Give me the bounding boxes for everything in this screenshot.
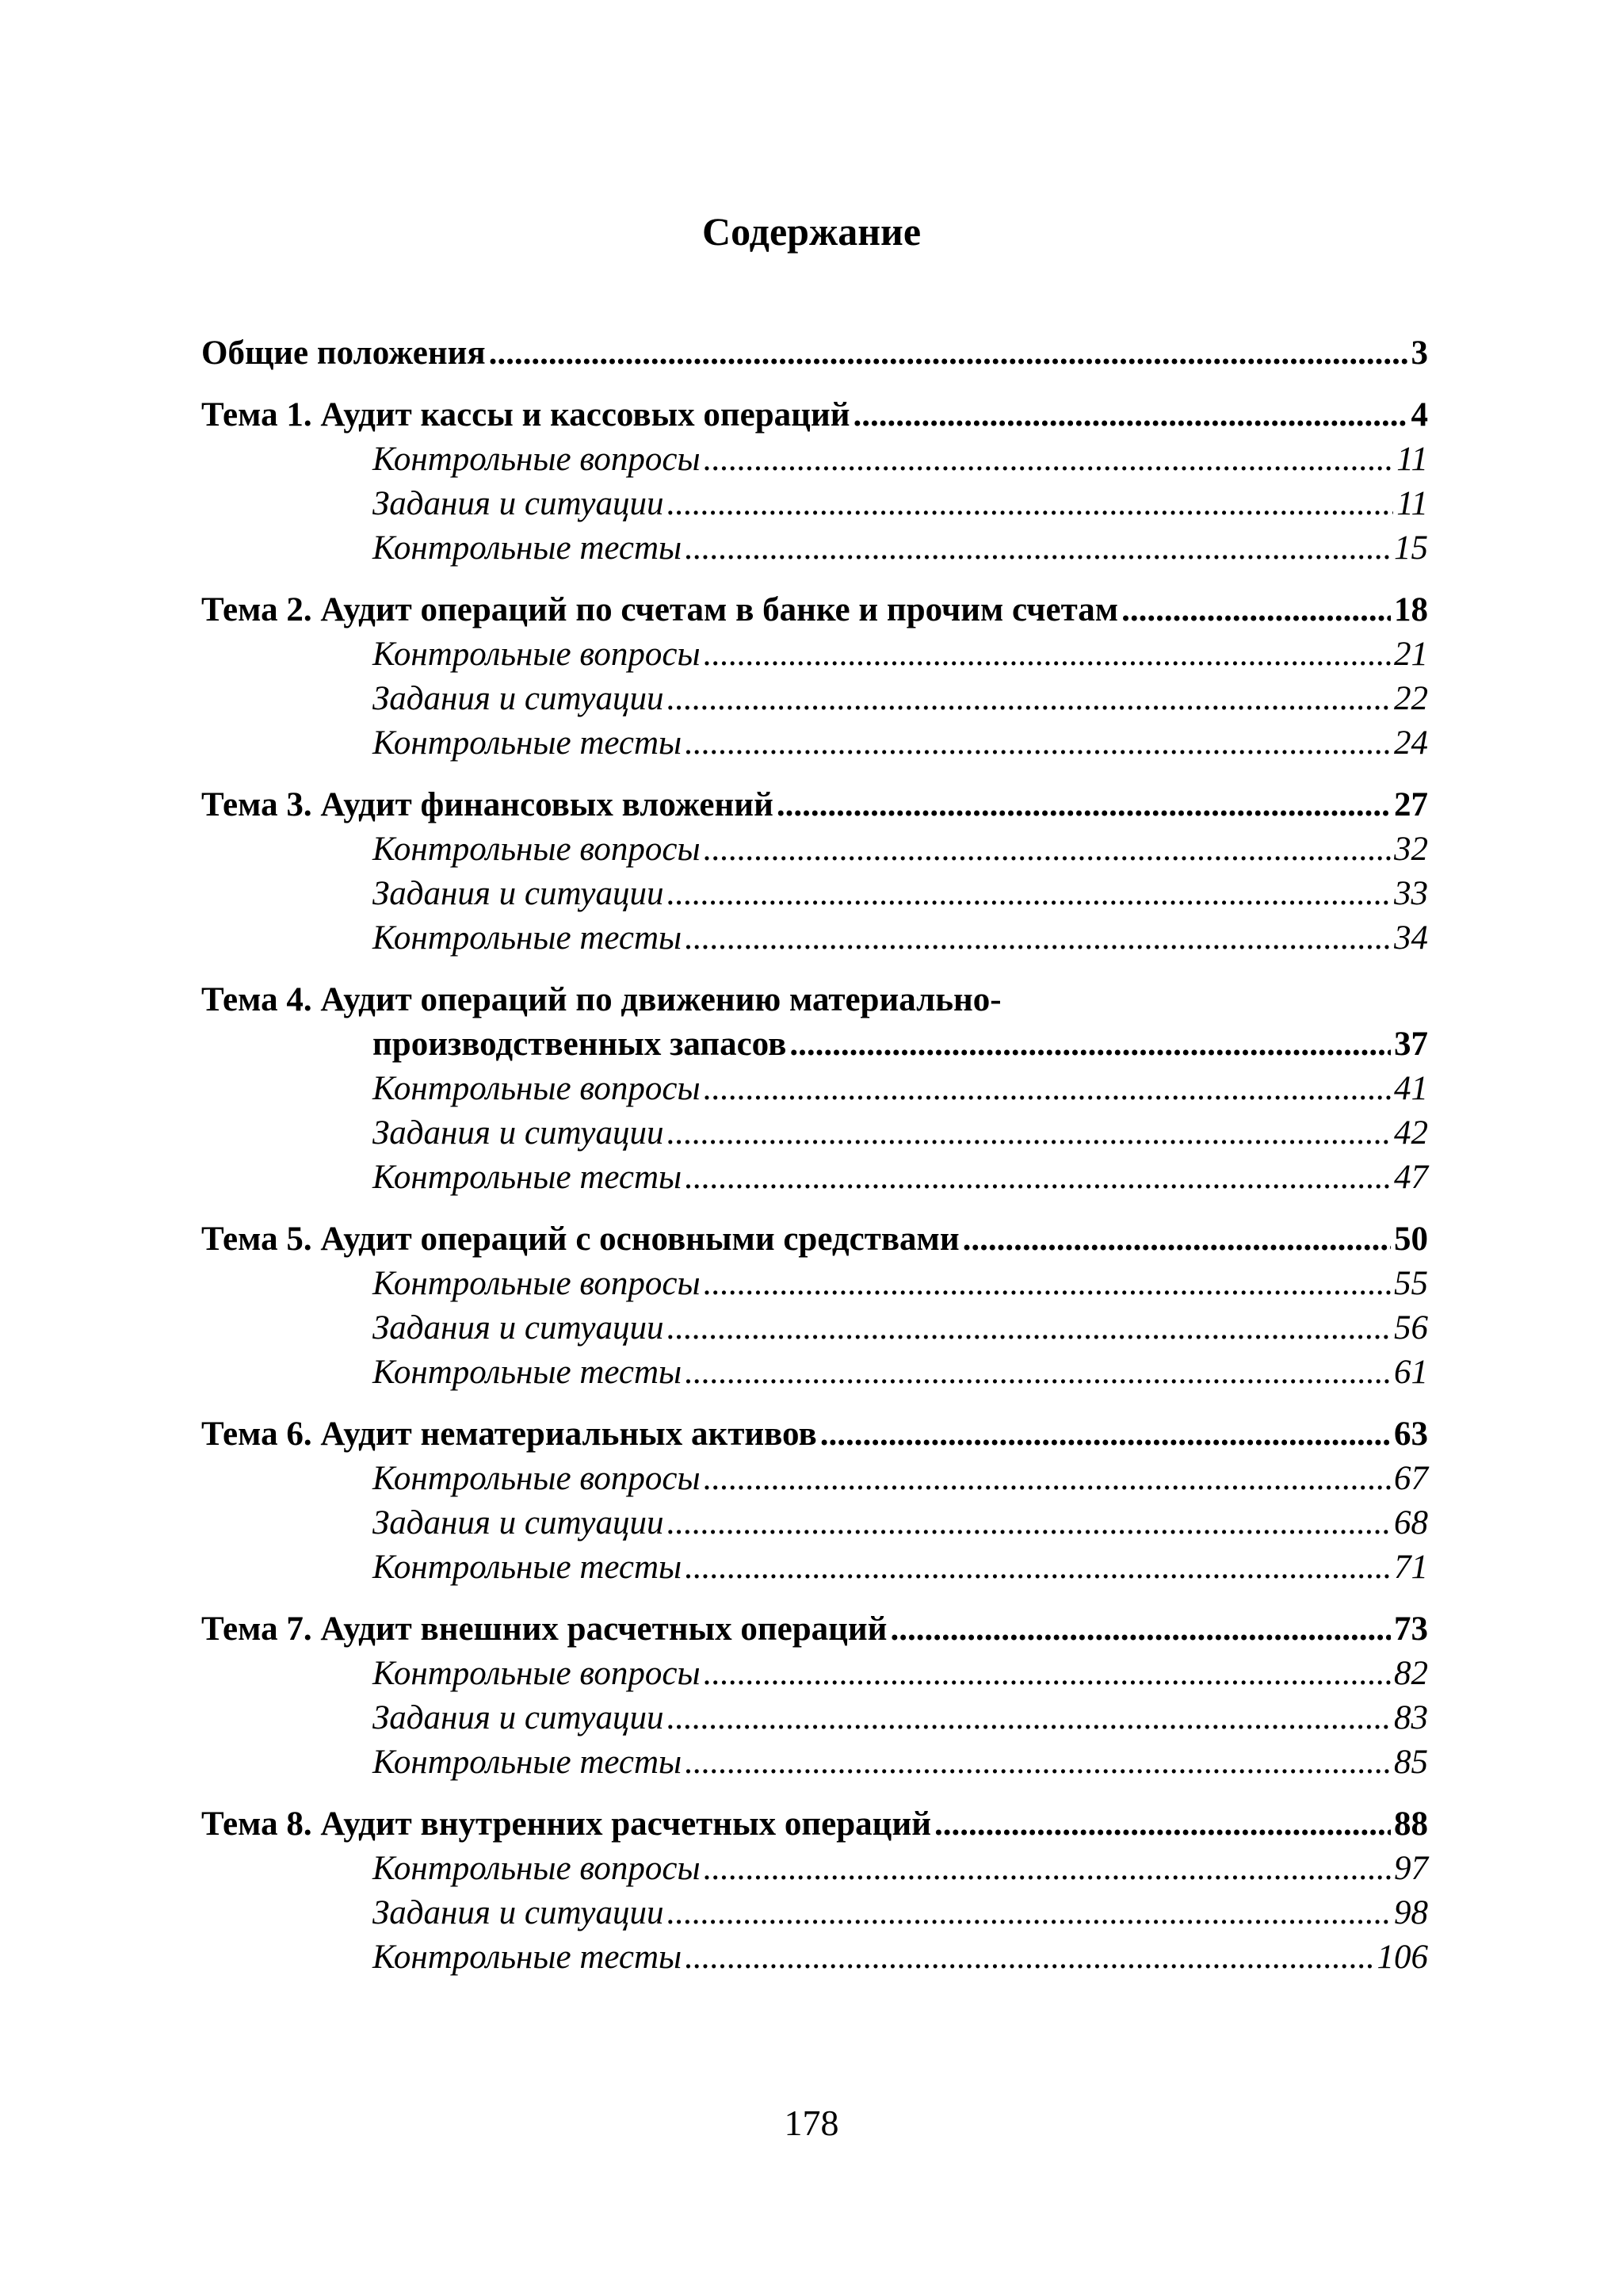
toc-subentry-title: Задания и ситуации bbox=[372, 1894, 664, 1931]
toc-section-topic-6 bbox=[201, 1412, 1428, 1590]
toc-entry-page: 37 bbox=[1394, 1026, 1428, 1063]
toc-subentry[interactable] bbox=[201, 1501, 1428, 1545]
toc-subentry-page: 61 bbox=[1394, 1354, 1428, 1391]
toc-subentry-page: 11 bbox=[1396, 485, 1428, 522]
toc-subentry-page: 55 bbox=[1394, 1265, 1428, 1302]
toc-subentry-page: 71 bbox=[1394, 1549, 1428, 1586]
dot-leader bbox=[685, 916, 1391, 961]
toc-subentry-title: Контрольные вопросы bbox=[372, 1070, 701, 1107]
toc-subentry[interactable] bbox=[201, 1156, 1428, 1200]
toc-entry-topic-line-2[interactable] bbox=[201, 1022, 1428, 1067]
toc-subentry-page: 83 bbox=[1394, 1699, 1428, 1736]
toc-subentry-title: Контрольные тесты bbox=[372, 919, 682, 957]
toc-section-topic-2 bbox=[201, 588, 1428, 766]
toc-entry-title: Тема 7. Аудит внешних расчетных операций bbox=[201, 1610, 888, 1648]
toc-subentry-page: 22 bbox=[1394, 680, 1428, 717]
dot-leader bbox=[820, 1412, 1391, 1457]
dot-leader bbox=[667, 677, 1391, 721]
toc-subentry-page: 82 bbox=[1394, 1655, 1428, 1692]
toc-subentry[interactable] bbox=[201, 1696, 1428, 1740]
toc-subentry-title: Задания и ситуации bbox=[372, 485, 664, 522]
toc-subentry[interactable] bbox=[201, 872, 1428, 916]
toc-subentry[interactable] bbox=[201, 1847, 1428, 1891]
toc-section-topic-1 bbox=[201, 393, 1428, 571]
toc-subentry-page: 68 bbox=[1394, 1504, 1428, 1541]
toc-subentry-title: Контрольные вопросы bbox=[372, 1850, 701, 1887]
toc-subentry[interactable] bbox=[201, 632, 1428, 677]
toc-subentry[interactable] bbox=[201, 1652, 1428, 1696]
dot-leader bbox=[704, 632, 1391, 677]
dot-leader bbox=[667, 1696, 1391, 1740]
toc-subentry-page: 41 bbox=[1394, 1070, 1428, 1107]
toc-entry-topic[interactable] bbox=[201, 1412, 1428, 1457]
toc-entry-page: 3 bbox=[1411, 334, 1428, 372]
toc-subentry-title: Контрольные вопросы bbox=[372, 1460, 701, 1497]
toc-subentry-title: Задания и ситуации bbox=[372, 680, 664, 717]
toc-subentry-page: 98 bbox=[1394, 1894, 1428, 1931]
toc-subentry-title: Контрольные вопросы bbox=[372, 636, 701, 673]
toc-subentry-title: Задания и ситуации bbox=[372, 1309, 664, 1347]
toc-entry-topic-line-1[interactable] bbox=[201, 978, 1428, 1022]
toc-entry-topic[interactable] bbox=[201, 1607, 1428, 1652]
toc-entry-topic[interactable] bbox=[201, 1217, 1428, 1262]
toc-subentry[interactable] bbox=[201, 1457, 1428, 1501]
toc-entry-title: Тема 8. Аудит внутренних расчетных операций bbox=[201, 1805, 931, 1843]
toc-subentry-page: 56 bbox=[1394, 1309, 1428, 1347]
toc-subentry[interactable] bbox=[201, 526, 1428, 571]
toc-subentry-title: Контрольные тесты bbox=[372, 1354, 682, 1391]
toc-entry-page: 88 bbox=[1394, 1805, 1428, 1843]
toc-subentry-title: Контрольные тесты bbox=[372, 1939, 682, 1976]
page-number: 178 bbox=[784, 2103, 839, 2143]
toc-subentry-title: Контрольные тесты bbox=[372, 1549, 682, 1586]
dot-leader bbox=[685, 721, 1391, 766]
table-of-contents bbox=[201, 331, 1428, 1997]
toc-subentry-page: 67 bbox=[1394, 1460, 1428, 1497]
dot-leader bbox=[667, 482, 1394, 526]
dot-leader bbox=[685, 1740, 1391, 1785]
toc-entry-title: Тема 3. Аудит финансовых вложений bbox=[201, 786, 773, 823]
toc-entry-title: Общие положения bbox=[201, 334, 486, 372]
toc-subentry-title: Контрольные тесты bbox=[372, 724, 682, 762]
toc-subentry-title: Контрольные тесты bbox=[372, 529, 682, 567]
toc-subentry-title: Контрольные вопросы bbox=[372, 441, 701, 478]
dot-leader bbox=[934, 1802, 1391, 1847]
toc-section-topic-7 bbox=[201, 1607, 1428, 1785]
toc-subentry[interactable] bbox=[201, 482, 1428, 526]
toc-entry-topic[interactable] bbox=[201, 783, 1428, 827]
toc-subentry-page: 21 bbox=[1394, 636, 1428, 673]
toc-section-intro bbox=[201, 331, 1428, 376]
toc-entry-topic[interactable] bbox=[201, 588, 1428, 632]
toc-subentry-title: Задания и ситуации bbox=[372, 1699, 664, 1736]
toc-subentry-page: 47 bbox=[1394, 1159, 1428, 1196]
dot-leader bbox=[685, 1350, 1391, 1395]
toc-subentry[interactable] bbox=[201, 1740, 1428, 1785]
toc-subentry-page: 11 bbox=[1396, 441, 1428, 478]
toc-subentry-page: 15 bbox=[1394, 529, 1428, 567]
toc-subentry-page: 106 bbox=[1377, 1939, 1428, 1976]
toc-subentry[interactable] bbox=[201, 827, 1428, 872]
toc-subentry[interactable] bbox=[201, 1111, 1428, 1156]
toc-entry-page: 50 bbox=[1394, 1221, 1428, 1258]
toc-subentry[interactable] bbox=[201, 1935, 1428, 1980]
dot-leader bbox=[704, 1262, 1391, 1306]
toc-subentry-page: 42 bbox=[1394, 1114, 1428, 1152]
toc-subentry[interactable] bbox=[201, 437, 1428, 482]
dot-leader bbox=[667, 1891, 1391, 1935]
dot-leader bbox=[777, 783, 1391, 827]
toc-entry-intro[interactable] bbox=[201, 331, 1428, 376]
toc-subentry[interactable] bbox=[201, 1306, 1428, 1350]
dot-leader bbox=[1121, 588, 1391, 632]
toc-entry-title: Тема 2. Аудит операций по счетам в банке и прочим счетам bbox=[201, 591, 1119, 628]
toc-subentry-page: 32 bbox=[1394, 831, 1428, 868]
toc-subentry[interactable] bbox=[201, 1891, 1428, 1935]
toc-subentry-title: Контрольные тесты bbox=[372, 1159, 682, 1196]
dot-leader bbox=[667, 872, 1391, 916]
toc-entry-title: Тема 1. Аудит кассы и кассовых операций bbox=[201, 396, 850, 434]
toc-entry-topic[interactable] bbox=[201, 393, 1428, 437]
toc-subentry-page: 24 bbox=[1394, 724, 1428, 762]
toc-subentry[interactable] bbox=[201, 1350, 1428, 1395]
toc-subentry[interactable] bbox=[201, 1067, 1428, 1111]
toc-subentry[interactable] bbox=[201, 1545, 1428, 1590]
dot-leader bbox=[704, 1067, 1391, 1111]
dot-leader bbox=[489, 331, 1408, 376]
toc-entry-title: Тема 5. Аудит операций с основными средствами bbox=[201, 1221, 960, 1258]
toc-subentry[interactable] bbox=[201, 677, 1428, 721]
toc-subentry-page: 97 bbox=[1394, 1850, 1428, 1887]
toc-entry-topic[interactable] bbox=[201, 1802, 1428, 1847]
toc-subentry[interactable] bbox=[201, 721, 1428, 766]
toc-subentry[interactable] bbox=[201, 916, 1428, 961]
toc-subentry-title: Задания и ситуации bbox=[372, 875, 664, 912]
dot-leader bbox=[685, 526, 1391, 571]
toc-subentry-title: Задания и ситуации bbox=[372, 1114, 664, 1152]
toc-subentry[interactable] bbox=[201, 1262, 1428, 1306]
toc-entry-title-continuation: производственных запасов bbox=[372, 1026, 787, 1063]
toc-entry-page: 18 bbox=[1394, 591, 1428, 628]
toc-entry-title: Тема 4. Аудит операций по движению материально- bbox=[201, 981, 1002, 1018]
toc-section-topic-4 bbox=[201, 978, 1428, 1200]
toc-section-topic-8 bbox=[201, 1802, 1428, 1980]
dot-leader bbox=[685, 1545, 1391, 1590]
dot-leader bbox=[667, 1306, 1391, 1350]
dot-leader bbox=[667, 1501, 1391, 1545]
toc-subentry-title: Контрольные вопросы bbox=[372, 1655, 701, 1692]
dot-leader bbox=[667, 1111, 1391, 1156]
toc-subentry-title: Задания и ситуации bbox=[372, 1504, 664, 1541]
toc-entry-title: Тема 6. Аудит нематериальных активов bbox=[201, 1415, 817, 1453]
toc-entry-page: 4 bbox=[1411, 396, 1428, 434]
toc-subentry-page: 34 bbox=[1394, 919, 1428, 957]
dot-leader bbox=[789, 1022, 1391, 1067]
dot-leader bbox=[890, 1607, 1391, 1652]
toc-subentry-title: Контрольные вопросы bbox=[372, 1265, 701, 1302]
toc-section-topic-3 bbox=[201, 783, 1428, 961]
dot-leader bbox=[685, 1156, 1391, 1200]
dot-leader bbox=[704, 827, 1391, 872]
toc-entry-page: 73 bbox=[1394, 1610, 1428, 1648]
dot-leader bbox=[704, 437, 1394, 482]
dot-leader bbox=[685, 1935, 1373, 1980]
toc-subentry-page: 85 bbox=[1394, 1744, 1428, 1781]
page-title: Содержание bbox=[701, 209, 922, 254]
toc-entry-page: 63 bbox=[1394, 1415, 1428, 1453]
dot-leader bbox=[704, 1652, 1391, 1696]
toc-entry-page: 27 bbox=[1394, 786, 1428, 823]
dot-leader bbox=[704, 1457, 1391, 1501]
dot-leader bbox=[704, 1847, 1391, 1891]
toc-subentry-title: Контрольные тесты bbox=[372, 1744, 682, 1781]
toc-subentry-page: 33 bbox=[1394, 875, 1428, 912]
dot-leader bbox=[963, 1217, 1391, 1262]
toc-subentry-title: Контрольные вопросы bbox=[372, 831, 701, 868]
dot-leader bbox=[854, 393, 1408, 437]
toc-section-topic-5 bbox=[201, 1217, 1428, 1395]
